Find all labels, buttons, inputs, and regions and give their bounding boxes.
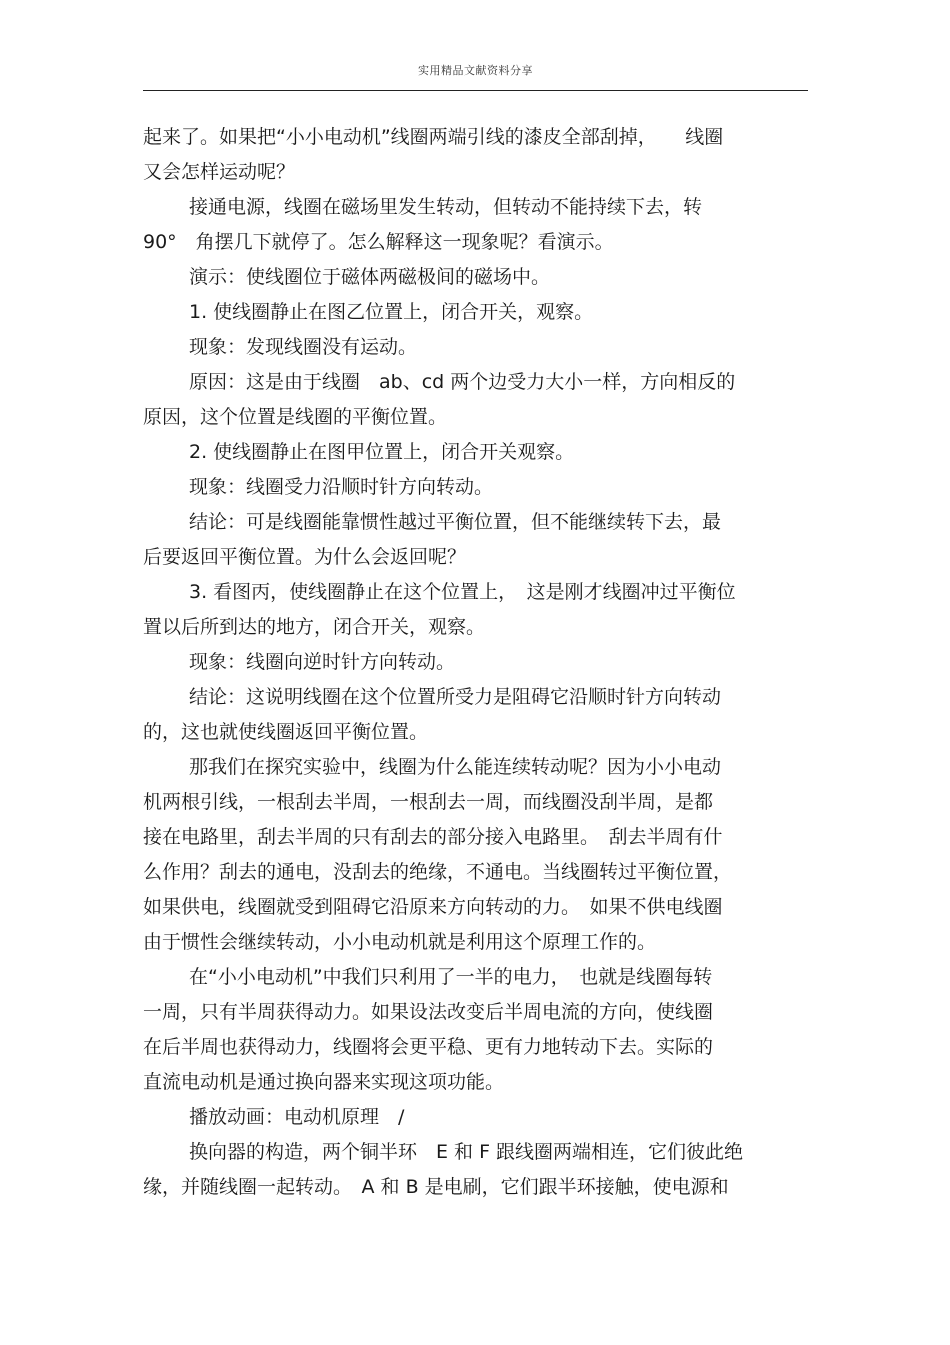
page-header: 实用精品文献资料分享 — [418, 64, 533, 77]
header-divider — [143, 90, 808, 91]
text-line: 起来了。如果把“小小电动机”线圈两端引线的漆皮全部刮掉， 线圈 — [143, 126, 724, 148]
text-line: 原因，这个位置是线圈的平衡位置。 — [143, 406, 448, 428]
text-line: 直流电动机是通过换向器来实现这项功能。 — [143, 1071, 505, 1093]
text-line: 现象：线圈受力沿顺时针方向转动。 — [189, 476, 494, 498]
text-line: 缘，并随线圈一起转动。 A 和 B 是电刷，它们跟半环接触，使电源和 — [143, 1176, 729, 1198]
text-line: 演示：使线圈位于磁体两磁极间的磁场中。 — [189, 266, 551, 288]
document-body — [143, 120, 808, 1205]
text-line: 2. 使线圈静止在图甲位置上，闭合开关观察。 — [189, 441, 575, 463]
text-line: 在后半周也获得动力，线圈将会更平稳、更有力地转动下去。实际的 — [143, 1036, 714, 1058]
text-line: 换向器的构造，两个铜半环 E 和 F 跟线圈两端相连，它们彼此绝 — [189, 1141, 744, 1163]
text-line: 那我们在探究实验中，线圈为什么能连续转动呢？因为小小电动 — [189, 756, 722, 778]
text-line: 置以后所到达的地方，闭合开关，观察。 — [143, 616, 486, 638]
text-line: 播放动画：电动机原理 / — [189, 1106, 405, 1128]
text-line: 3. 看图丙，使线圈静止在这个位置上， 这是刚才线圈冲过平衡位 — [189, 581, 736, 603]
text-line: 又会怎样运动呢？ — [143, 161, 296, 183]
text-line: 现象：发现线圈没有运动。 — [189, 336, 418, 358]
text-line: 1. 使线圈静止在图乙位置上，闭合开关，观察。 — [189, 301, 594, 323]
text-line: 结论：可是线圈能靠惯性越过平衡位置，但不能继续转下去，最 — [189, 511, 722, 533]
text-line: 机两根引线，一根刮去半周，一根刮去一周，而线圈没刮半周，是都 — [143, 791, 714, 813]
text-line: 由于惯性会继续转动，小小电动机就是利用这个原理工作的。 — [143, 931, 657, 953]
text-line: 90° 角摆几下就停了。怎么解释这一现象呢？看演示。 — [143, 231, 614, 253]
text-line: 在“小小电动机”中我们只利用了一半的电力， 也就是线圈每转 — [189, 966, 713, 988]
text-line: 后要返回平衡位置。为什么会返回呢？ — [143, 546, 467, 568]
text-line: 的，这也就使线圈返回平衡位置。 — [143, 721, 429, 743]
text-line: 如果供电，线圈就受到阻碍它沿原来方向转动的力。 如果不供电线圈 — [143, 896, 723, 918]
text-line: 原因：这是由于线圈 ab、cd 两个边受力大小一样，方向相反的 — [189, 371, 736, 393]
text-line: 接在电路里，刮去半周的只有刮去的部分接入电路里。 刮去半周有什 — [143, 826, 723, 848]
text-line: 一周，只有半周获得动力。如果设法改变后半周电流的方向，使线圈 — [143, 1001, 714, 1023]
text-line: 结论：这说明线圈在这个位置所受力是阻碍它沿顺时针方向转动 — [189, 686, 722, 708]
text-line: 现象：线圈向逆时针方向转动。 — [189, 651, 456, 673]
text-line: 么作用？刮去的通电，没刮去的绝缘，不通电。当线圈转过平衡位置， — [143, 861, 733, 883]
text-line: 接通电源，线圈在磁场里发生转动，但转动不能持续下去，转 — [189, 196, 703, 218]
